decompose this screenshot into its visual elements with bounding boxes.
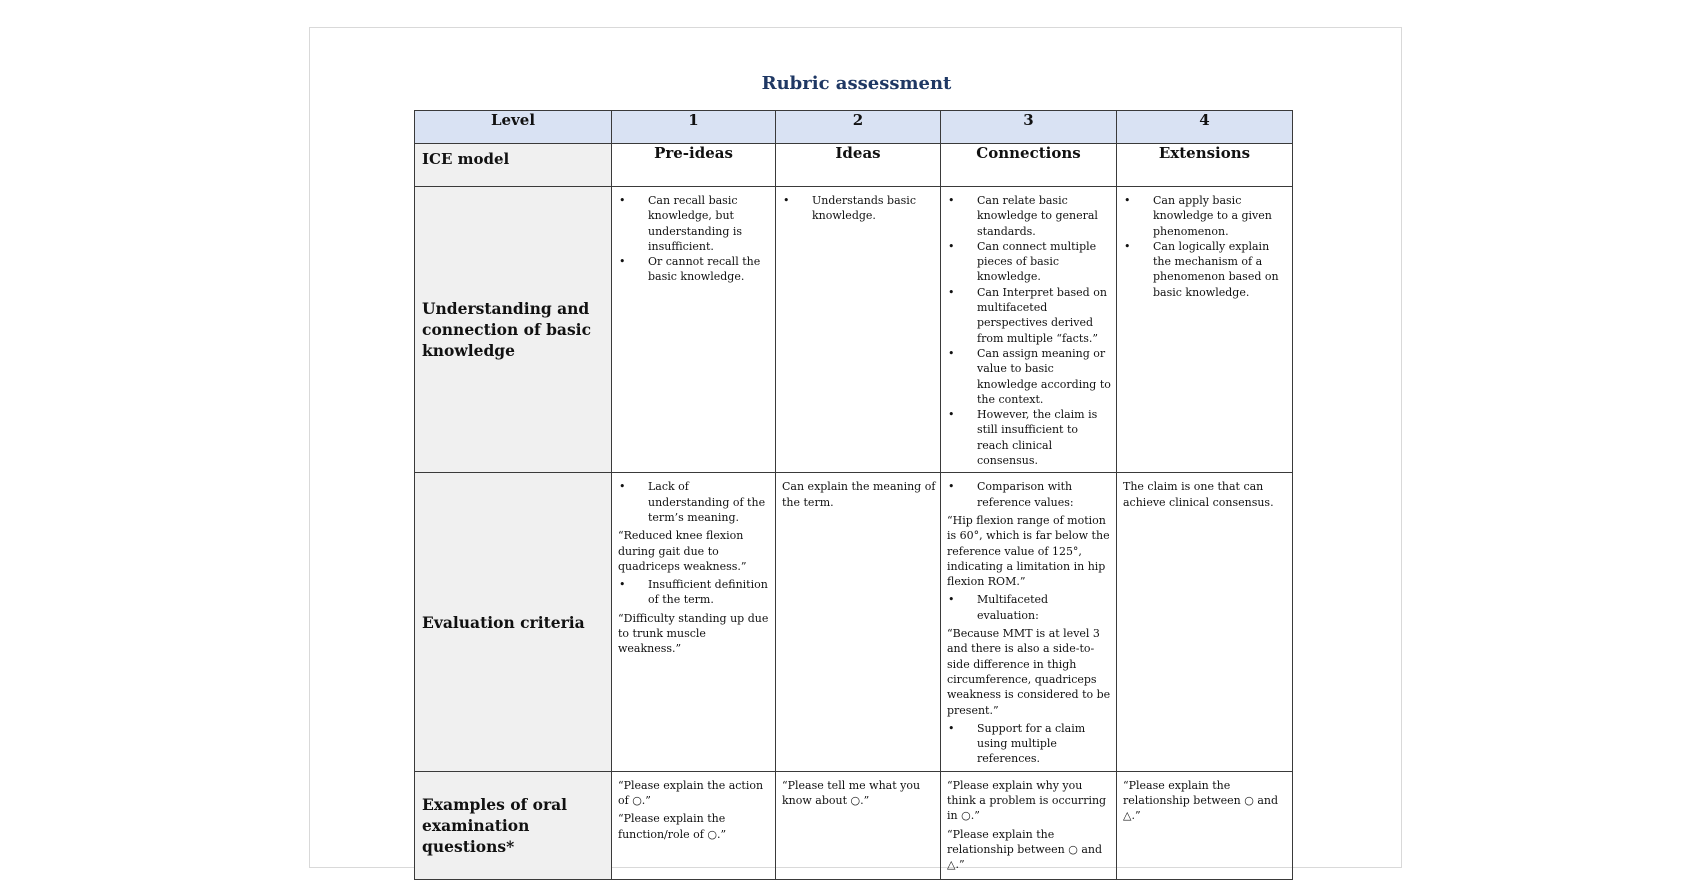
- oral-exam-row: [415, 771, 1293, 880]
- level-4-header: 4: [1117, 111, 1293, 144]
- list-item: • Multifaceted evaluation:: [947, 592, 1112, 623]
- evaluation-label: Evaluation criteria: [415, 473, 612, 771]
- evaluation-level-3: [941, 473, 1117, 771]
- evaluation-level-2: [776, 473, 941, 771]
- understanding-label: Understanding and connection of basic knowledge: [415, 187, 612, 473]
- level-header: Level: [415, 111, 612, 144]
- header-row: [415, 111, 1293, 144]
- evaluation-row: [415, 473, 1293, 771]
- example-quote: “Reduced knee flexion during gait due to quadriceps weakness.”: [618, 529, 747, 573]
- stage-connections: Connections: [941, 144, 1117, 187]
- list-item: • Support for a claim using multiple references.: [947, 721, 1112, 767]
- list-item: • Can apply basic knowledge to a given phenomenon.: [1123, 193, 1288, 239]
- level-1-header: 1: [612, 111, 776, 144]
- stage-pre-ideas: Pre-ideas: [612, 144, 776, 187]
- oral-level-4: [1117, 771, 1293, 880]
- evaluation-level-1: [612, 473, 776, 771]
- oral-level-3: [941, 771, 1117, 880]
- understanding-row: [415, 187, 1293, 473]
- stage-extensions: Extensions: [1117, 144, 1293, 187]
- example-question: “Please explain the relationship between ○ and △.”: [1123, 778, 1279, 823]
- list-item: • Comparison with reference values:: [947, 479, 1112, 510]
- rubric-table: [414, 110, 1293, 880]
- understanding-level-1: [612, 187, 776, 473]
- level-3-header: 3: [941, 111, 1117, 144]
- criteria-text: The claim is one that can achieve clinical consensus.: [1123, 480, 1274, 509]
- list-item: • Can assign meaning or value to basic knowledge according to the context.: [947, 346, 1112, 407]
- level-2-header: 2: [776, 111, 941, 144]
- list-item: • Lack of understanding of the term’s meaning.: [618, 479, 771, 525]
- oral-level-2: [776, 771, 941, 880]
- understanding-level-4: [1117, 187, 1293, 473]
- understanding-level-3: [941, 187, 1117, 473]
- example-question: “Please explain the action of ○.”: [618, 778, 764, 807]
- example-question: “Please explain the function/role of ○.”: [618, 812, 727, 841]
- example-quote: “Hip flexion range of motion is 60°, which is far below the reference value of 125°, indicating a limitation in hip flexion ROM.”: [947, 513, 1110, 589]
- ice-model-row: [415, 144, 1293, 187]
- example-quote: “Because MMT is at level 3 and there is also a side-to-side difference in thigh circumference, quadriceps weakness is considered to be present.”: [947, 627, 1111, 717]
- list-item: • Can recall basic knowledge, but understanding is insufficient.: [618, 193, 771, 254]
- example-question: “Please explain why you think a problem is occurring in ○.”: [947, 778, 1107, 823]
- list-item: • Can Interpret based on multifaceted perspectives derived from multiple “facts.”: [947, 285, 1112, 346]
- stage-ideas: Ideas: [776, 144, 941, 187]
- example-question: “Please tell me what you know about ○.”: [782, 778, 921, 807]
- oral-level-1: [612, 771, 776, 880]
- document-page: [309, 27, 1402, 872]
- example-question: “Please explain the relationship between ○ and △.”: [947, 827, 1103, 872]
- evaluation-level-4: [1117, 473, 1293, 771]
- list-item: • Or cannot recall the basic knowledge.: [618, 254, 771, 285]
- document-title: Rubric assessment: [761, 73, 952, 94]
- list-item: • Insufficient definition of the term.: [618, 577, 771, 608]
- list-item: • Can connect multiple pieces of basic knowledge.: [947, 239, 1112, 285]
- list-item: • Can relate basic knowledge to general standards.: [947, 193, 1112, 239]
- list-item: • However, the claim is still insufficient to reach clinical consensus.: [947, 407, 1112, 468]
- example-quote: “Difficulty standing up due to trunk muscle weakness.”: [618, 611, 769, 656]
- oral-exam-label: Examples of oral examination questions*: [415, 771, 612, 880]
- list-item: • Understands basic knowledge.: [782, 193, 936, 224]
- criteria-text: Can explain the meaning of the term.: [782, 480, 936, 509]
- ice-model-label: ICE model: [415, 144, 612, 187]
- list-item: • Can logically explain the mechanism of a phenomenon based on basic knowledge.: [1123, 239, 1288, 300]
- understanding-level-2: [776, 187, 941, 473]
